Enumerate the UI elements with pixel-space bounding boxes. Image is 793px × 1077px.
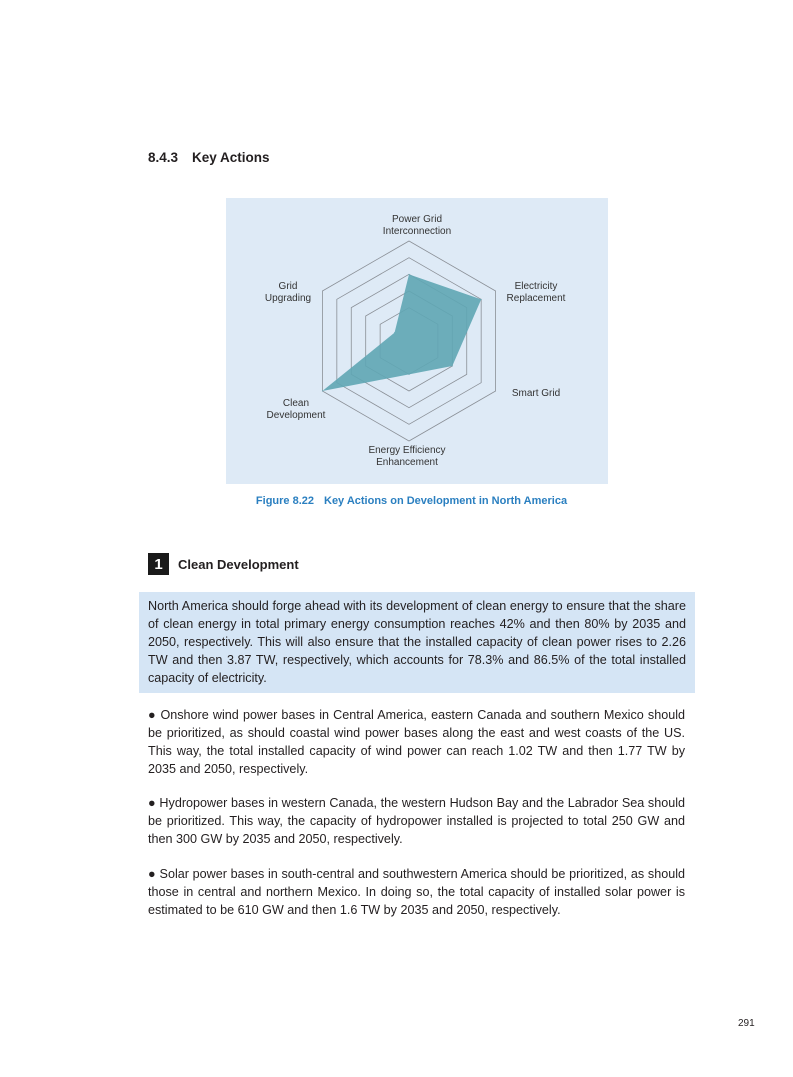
bullet-icon: ● [148,796,156,810]
page-number: 291 [738,1018,755,1029]
bullet-paragraph [148,865,685,919]
section-heading [148,150,270,165]
subsection-number-badge: 1 [148,553,169,575]
bullet-paragraph [148,794,685,848]
data-point-1 [481,299,482,300]
data-point-3 [409,374,410,375]
axis-label-2: Smart Grid [511,388,561,399]
axis-label-5: Grid Upgrading [264,281,312,304]
axis-label-1: Electricity Replacement [506,281,566,304]
bullet-text: Hydropower bases in western Canada, the western Hudson Bay and the Labrador Sea should be prioritized. This way, the capacity of hydropower installed is projected to total 250 GW and then 300 GW by 2035 and 2050, respectively. [148,796,686,846]
figure-caption [0,495,793,507]
subsection-title: Clean Development [178,556,299,572]
data-point-5 [394,332,395,333]
data-point-0 [409,274,410,275]
data-area [322,274,481,391]
radar-svg [226,198,608,484]
figure-caption-text: Key Actions on Development in North America [324,495,568,507]
bullet-paragraph [148,706,685,778]
bullet-icon: ● [148,708,157,722]
radar-chart [226,198,608,484]
section-title: Key Actions [192,150,270,165]
bullet-text: Onshore wind power bases in Central America, eastern Canada and southern Mexico should be prioritized, as should coastal wind power bases along the east and west coasts of the US. This way, the total installed capacity of wind power can reach 1.02 TW and then 1.77 TW by 2035 and 2050, respectively. [148,708,686,776]
data-point-2 [452,366,453,367]
highlight-paragraph: North America should forge ahead with its development of clean energy to ensure that the share of clean energy in total primary energy consumption reaches 42% and then 80% by 2035 and 2050, respectively. This will also ensure that the installed capacity of clean power rises to 2.26 TW and then 3.87 TW, respectively, which accounts for 78.3% and 86.5% of the total installed capacity of electricity. [139,592,695,693]
data-point-4 [322,391,323,392]
bullet-icon: ● [148,867,156,881]
figure-number: Figure 8.22 [255,495,314,507]
subsection-heading [148,553,299,575]
axis-label-0: Power Grid Interconnection [382,214,452,237]
section-number: 8.4.3 [148,150,179,165]
axis-label-3: Energy Efficiency Enhancement [368,445,446,468]
bullet-text: Solar power bases in south-central and southwestern America should be prioritized, as should those in central and northern Mexico. In doing so, the total capacity of installed solar power is estimated to be 610 GW and then 1.6 TW by 2035 and 2050, respectively. [148,867,686,917]
axis-label-4: Clean Development [266,398,326,421]
